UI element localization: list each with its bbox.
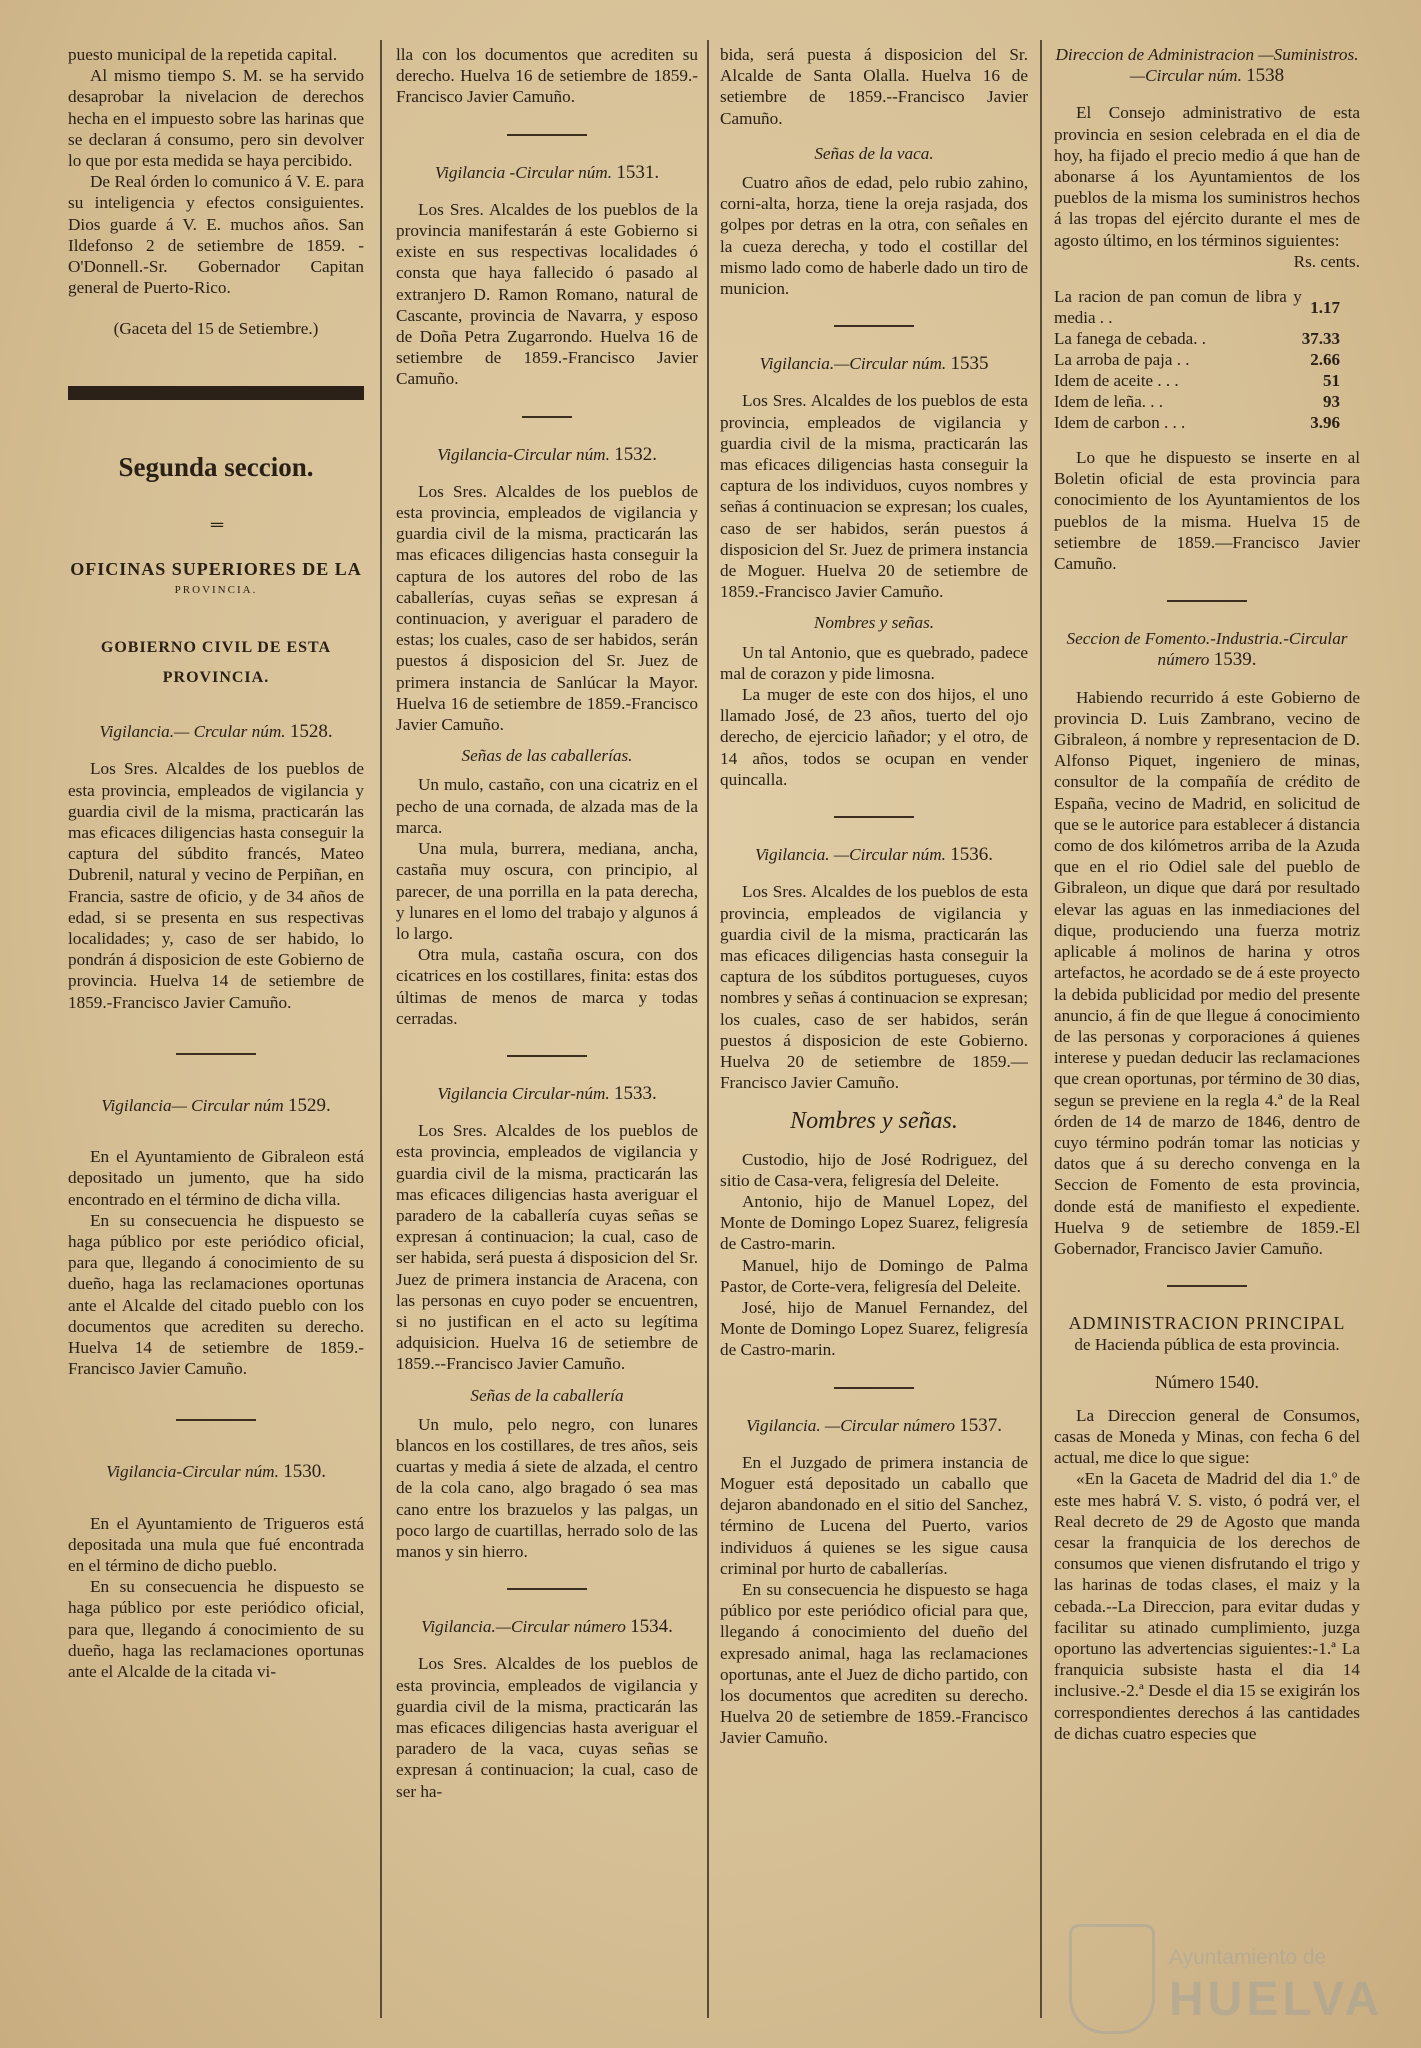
circular-text: Los Sres. Alcaldes de los pueblos de la provincia manifestarán á este Gobierno si existe en sus respectivas localidades ó consta que haya fallecido ó pasado al extranjero D. Ramon Romano, natural de Cascante, provincia de Navarra, y esposo de Doña Petra Zugarrondo. Huelva 16 de setiembre de 1859.-Francisco Javier Camuño. bbox=[396, 199, 698, 389]
section-divider bbox=[68, 386, 364, 400]
divider bbox=[507, 134, 587, 136]
circular-text: El Consejo administrativo de esta provincia en sesion celebrada en el dia de hoy, ha fijado el precio medio á que han de abonarse á los Ayuntamientos de los pueblos de la misma los suministros hechos á las tropas del ejército durante el mes de agosto último, en los términos siguientes: bbox=[1054, 103, 1360, 250]
column-2 bbox=[396, 44, 698, 2028]
table-row: La fanega de cebada. . 37.33 bbox=[1054, 329, 1340, 349]
subheading: Nombres y señas. bbox=[813, 613, 935, 633]
subheading: Señas de la caballería bbox=[470, 1385, 624, 1405]
circular-text: Los Sres. Alcaldes de los pueblos de esta provincia, empleados de vigilancia y guardia civil de la misma, practicarán las mas eficaces diligencias hasta conseguir la captura del súbdito francés, Mateo Dubrenil, natural y vecino de Perpiñan, en Francia, sastre de oficio, y de 34 años de edad, si se presenta en sus respectivas localidades; y, caso de ser habido, lo pondrán á disposicion de este Gobierno de provincia. Huelva 14 de setiembre de 1859.-Francisco Javier Camuño. bbox=[68, 759, 364, 1012]
description: Un mulo, castaño, con una cicatriz en el pecho de una cornada, de alzada mas de la marca. bbox=[396, 775, 698, 837]
table-row: Idem de aceite . . . 51 bbox=[1054, 371, 1340, 391]
circular-heading: Vigilancia— Circular núm 1529. bbox=[101, 1094, 331, 1116]
watermark bbox=[1069, 1916, 1399, 2036]
column-divider bbox=[380, 40, 382, 2018]
office-heading: OFICINAS SUPERIORES DE LA bbox=[70, 558, 362, 579]
subheading: Señas de la vaca. bbox=[814, 143, 934, 163]
number-heading: Número 1540. bbox=[1155, 1371, 1259, 1392]
circular-text: Los Sres. Alcaldes de los pueblos de esta provincia, empleados de vigilancia y guardia civil de la misma, practicarán las mas eficaces diligencias hasta conseguir la captura de los autores del robo de las caballerías, cuyas señas se expresan á continuacion, y averiguar el paradero de estas; los cuales, caso de ser habidos, serán puestos á disposicion del Sr. Juez de primera instancia de Sanlúcar la Mayor. Huelva 16 de setiembre de 1859.-Francisco Javier Camuño. bbox=[396, 481, 698, 735]
circular-text: Los Sres. Alcaldes de los pueblos de esta provincia, empleados de vigilancia y guardia civil de la misma, practicarán las mas eficaces diligencias hasta averiguar el paradero de la vaca, cuyas señas se expresan á continuacion; la cual, caso de ser ha- bbox=[396, 1654, 698, 1801]
ornament-divider: ═ bbox=[210, 514, 222, 534]
divider bbox=[507, 1588, 587, 1590]
circular-heading: Vigilancia.—Circular número 1534. bbox=[421, 1616, 673, 1638]
description: Manuel, hijo de Domingo de Palma Pastor, de Corte-vera, feligresía del Deleite. bbox=[720, 1255, 1028, 1296]
watermark-line-2: HUELVA bbox=[1169, 1973, 1384, 2026]
column-divider bbox=[1040, 40, 1042, 2018]
admin-heading: ADMINISTRACION PRINCIPAL bbox=[1068, 1313, 1346, 1334]
circular-text: En su consecuencia he dispuesto se haga público por este periódico oficial para que, llegando á conocimiento del dueño del expresado animal, haga las reclamaciones oportunas, ante el Juez de dicho partido, con los documentos que acrediten su derecho. Huelva 20 de setiembre de 1859.-Francisco Javier Camuño. bbox=[720, 1579, 1028, 1748]
table-row: Idem de carbon . . . 3.96 bbox=[1054, 413, 1340, 433]
circular-text: En el Ayuntamiento de Trigueros está depositada una mula que fué encontrada en el término de dicho pueblo. bbox=[68, 1513, 364, 1575]
divider bbox=[176, 1419, 256, 1421]
description: Otra mula, castaña oscura, con dos cicatrices en los costillares, finita: estas dos últimas de menos de marca y todas cerradas. bbox=[396, 945, 698, 1028]
paragraph: lla con los documentos que acrediten su derecho. Huelva 16 de setiembre de 1859.-Francisco Javier Camuño. bbox=[396, 45, 698, 107]
coat-of-arms-icon bbox=[1069, 1924, 1155, 2034]
names-heading: Nombres y señas. bbox=[790, 1108, 958, 1135]
admin-subheading: de Hacienda pública de esta provincia. bbox=[1074, 1335, 1340, 1355]
circular-text: Habiendo recurrido á este Gobierno de provincia D. Luis Zambrano, vecino de Gibraleon, á nombre y representacion de D. Alfonso Piquet, ingeniero de minas, consultor de la compañía de crédito de España, vecino de Madrid, en solicitud de que se le autorice para establecer á distancia como de dos kilómetros arriba de la Azuda que en el rio Odiel sale del pueblo de Gibraleon, un dique que dará por resultado elevar las aguas en las inmediaciones del dique, produciendo una fuerza motriz aplicable á molinos de harina y otros artefactos, he acordado se de á este proyecto la debida publicidad por medio del presente anuncio, á fin de que llegue á conocimiento de las personas y corporaciones á quienes interese y puedan deducir las reclamaciones que crean oportunas, por término de 30 dias, segun se previene en la regla 4.ª de la Real órden de 14 de marzo de 1846, dentro de cuyo término podrán tomar las noticias y datos que á su derecho convenga en la Seccion de Fomento de esta provincia, donde está de manifiesto el expediente. Huelva 9 de setiembre de 1859.-El Gobernador, Francisco Javier Camuño. bbox=[1054, 687, 1360, 1258]
description: Antonio, hijo de Manuel Lopez, del Monte de Domingo Lopez Suarez, feligresía de Castro-marin. bbox=[720, 1191, 1028, 1254]
circular-heading: Vigilancia. —Circular núm. 1536. bbox=[754, 844, 993, 866]
description: La muger de este con dos hijos, el uno llamado José, de 23 años, tuerto del ojo derecho, de ejercicio lañador; y el otro, de 14 años, todos se ocupan en vender quincalla. bbox=[720, 685, 1028, 789]
circular-text: En el Ayuntamiento de Gibraleon está depositado un jumento, que ha sido encontrado en el término de dicha villa. bbox=[68, 1147, 364, 1209]
circular-heading: Vigilancia.—Circular núm. 1535 bbox=[759, 353, 989, 375]
column-3 bbox=[720, 44, 1028, 2028]
description: Una mula, burrera, mediana, ancha, castaña muy oscura, con principio, al parecer, de una porrilla en la pata derecha, y lunares en el lomo del trabajo y algunos á lo largo. bbox=[396, 839, 698, 943]
column-1 bbox=[68, 44, 364, 2028]
table-row: Idem de leña. . . 93 bbox=[1054, 392, 1340, 412]
circular-heading: Seccion de Fomento.-Industria.-Circular número 1539. bbox=[1066, 629, 1348, 671]
paragraph: De Real órden lo comunico á V. E. para su inteligencia y efectos consiguientes. Dios guarde á V. E. muchos años. San Ildefonso 2 de setiembre de 1859. -O'Donnell.-Sr. Gobernador Capitan general de Puerto-Rico. bbox=[68, 172, 364, 298]
divider bbox=[834, 325, 914, 327]
circular-text: «En la Gaceta de Madrid del dia 1.º de este mes habrá V. S. visto, ó podrá ver, el Real decreto de 29 de Agosto que manda cesar la franquicia de los derechos de consumos que vienen disfrutando el trigo y las harinas de todas clases, el maiz y la cebada.--La Direccion, para evitar dudas y facilitar su atinado cumplimiento, juzga oportuno las advertencias siguientes:-1.ª La franquicia subsiste hasta el dia 14 inclusive.-2.ª Desde el dia 15 se exigirán los correspondientes derechos á las cantidades de dichas cuatro especies que bbox=[1054, 1469, 1360, 1743]
source-note: (Gaceta del 15 de Setiembre.) bbox=[113, 319, 319, 339]
circular-text: En el Juzgado de primera instancia de Moguer está depositado un caballo que dejaron abandonado en el sitio del Sanchez, término de Lucena del Puerto, varios individuos á quienes se les sigue causa criminal por hurto de caballerías. bbox=[720, 1452, 1028, 1578]
description: José, hijo de Manuel Fernandez, del Monte de Domingo Lopez Suarez, feligresía de Castro-marin. bbox=[720, 1297, 1028, 1360]
circular-text: Los Sres. Alcaldes de los pueblos de esta provincia, empleados de vigilancia y guardia civil de la misma, practicarán las mas eficaces diligencias hasta averiguar el paradero de la caballería cuyas señas se expresan á continuacion; la cual, caso de ser habida, será puesta á disposicion del Sr. Juez de primera instancia de Aracena, con las personas en cuyo poder se encuentren, si no justifican en el acto su legítima adquisicion. Huelva 16 de setiembre de 1859.--Francisco Javier Camuño. bbox=[396, 1121, 698, 1374]
watermark-line-1: Ayuntamiento de bbox=[1169, 1946, 1327, 1969]
circular-text: Lo que he dispuesto se inserte en al Boletin oficial de esta provincia para conocimiento de los Ayuntamientos de los pueblos de la misma. Huelva 15 de setiembre de 1859.—Francisco Javier Camuño. bbox=[1054, 448, 1360, 574]
description: Cuatro años de edad, pelo rubio zahino, corni-alta, horza, tiene la oreja rasjada, dos golpes por detras en la otra, con señales en la cueza derecha, y todo el costillar del mismo lado como de haberle dado un tiro de municion. bbox=[720, 173, 1028, 299]
circular-heading: Vigilancia-Circular núm. 1532. bbox=[437, 443, 657, 465]
section-title: Segunda seccion. bbox=[118, 451, 314, 482]
circular-heading: Direccion de Administracion —Suministros.—Circular núm. 1538 bbox=[1055, 45, 1359, 87]
divider bbox=[176, 1053, 256, 1055]
divider bbox=[1167, 1285, 1247, 1287]
circular-heading: Vigilancia Circular-núm. 1533. bbox=[437, 1082, 657, 1104]
circular-text: La Direccion general de Consumos, casas de Moneda y Minas, con fecha 6 del actual, me dice lo que sigue: bbox=[1054, 1405, 1360, 1468]
table-row: La racion de pan comun de libra y media . . 1.17 bbox=[1054, 287, 1340, 328]
government-heading: GOBIERNO CIVIL DE ESTA PROVINCIA. bbox=[100, 639, 332, 687]
price-table bbox=[1054, 286, 1360, 433]
office-subheading: PROVINCIA. bbox=[174, 584, 258, 597]
divider bbox=[834, 816, 914, 818]
units-label: Rs. cents. bbox=[1293, 251, 1360, 271]
circular-text: Los Sres. Alcaldes de los pueblos de esta provincia, empleados de vigilancia y guardia civil de la misma, practicarán las mas eficaces diligencias hasta conseguir la captura de los súbditos portugueses, cuyos nombres y señas á continuacion se expresan; los cuales, caso de ser habidos, serán puestos á disposicion de este Gobierno. Huelva 20 de setiembre de 1859.—Francisco Javier Camuño. bbox=[720, 882, 1028, 1093]
circular-heading: Vigilancia-Circular núm. 1530. bbox=[106, 1461, 326, 1483]
circular-text: En su consecuencia he dispuesto se haga público por este periódico oficial, para que, llegando á conocimiento de su dueño, haga las reclamaciones oportunas ante el Alcalde del citado pueblo con los documentos que acrediten su derecho. Huelva 14 de setiembre de 1859.-Francisco Javier Camuño. bbox=[68, 1210, 364, 1379]
circular-text: En su consecuencia he dispuesto se haga público por este periódico oficial, para que, llegando á conocimiento de su dueño, haga las reclamaciones oportunas ante el Alcalde de la citada vi- bbox=[68, 1577, 364, 1681]
circular-text: Los Sres. Alcaldes de los pueblos de esta provincia, empleados de vigilancia y guardia civil de la misma, practicarán las mas eficaces diligencias hasta conseguir la captura de los individuos, cuyos nombres y señas á continuacion se expresan; los cuales, caso de ser habidos, serán puestos á disposicion del Sr. Juez de primera instancia de Moguer. Huelva 20 de setiembre de 1859.-Francisco Javier Camuño. bbox=[720, 391, 1028, 602]
circular-heading: Vigilancia -Circular núm. 1531. bbox=[434, 161, 660, 183]
divider bbox=[834, 1387, 914, 1389]
divider bbox=[522, 416, 572, 418]
paragraph: Al mismo tiempo S. M. se ha servido desaprobar la nivelacion de derechos hecha en el impuesto sobre las harinas que se declaran á consumo, pero sin devolver lo que por esta medida se haya percibido. bbox=[68, 66, 364, 171]
description: Un mulo, pelo negro, con lunares blancos en los costillares, de tres años, seis cuartas y media á siete de alzada, el centro de la cola cano, algo bragado ó sea mas cano entre los brazuelos y las palgas, un poco largo de cuartillas, herrado solo de las manos y sin hierro. bbox=[396, 1414, 698, 1561]
circular-heading: Vigilancia. —Circular número 1537. bbox=[746, 1414, 1002, 1436]
column-divider bbox=[707, 40, 709, 2018]
divider bbox=[1167, 600, 1247, 602]
description: Un tal Antonio, que es quebrado, padece mal de corazon y pide limosna. bbox=[720, 642, 1028, 683]
table-row: La arroba de paja . . 2.66 bbox=[1054, 350, 1340, 370]
paragraph: puesto municipal de la repetida capital. bbox=[68, 45, 338, 64]
circular-heading: Vigilancia.— Crcular núm. 1528. bbox=[99, 721, 333, 743]
divider bbox=[507, 1055, 587, 1057]
column-4 bbox=[1054, 44, 1360, 2028]
subheading: Señas de las caballerías. bbox=[461, 746, 633, 766]
paragraph: bida, será puesta á disposicion del Sr. Alcalde de Santa Olalla. Huelva 16 de setiembre de 1859.--Francisco Javier Camuño. bbox=[720, 45, 1028, 128]
description: Custodio, hijo de José Rodriguez, del sitio de Casa-vera, feligresía del Deleite. bbox=[720, 1149, 1028, 1190]
